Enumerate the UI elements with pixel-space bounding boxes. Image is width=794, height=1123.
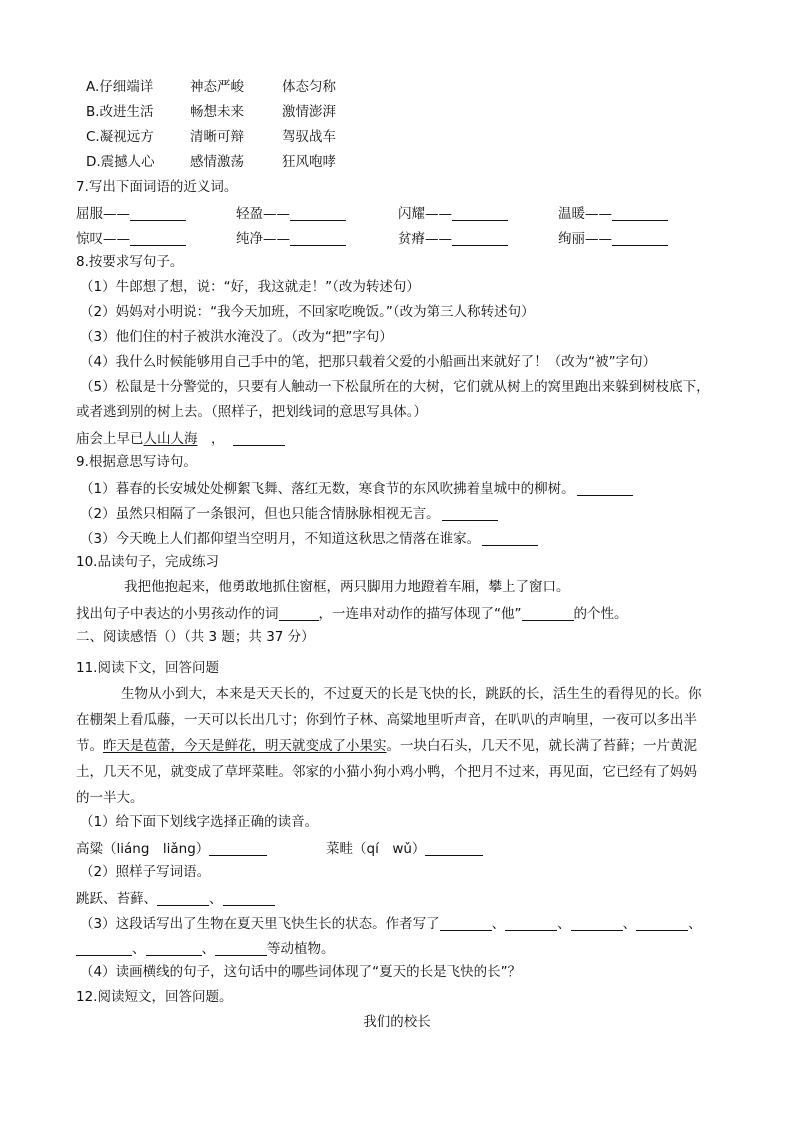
q6-option-a: A.仔细端详 神态严峻 体态匀称 (86, 79, 336, 95)
q7-item: 轻盈—— (236, 206, 346, 222)
q11-sub-3: （3）这段话写出了生物在夏天里飞快生长的状态。作者写了 、 、 、 、 (80, 916, 702, 932)
answer-blank[interactable] (76, 941, 132, 956)
q7-item: 绚丽—— (558, 231, 668, 247)
q10-title: 10.品读句子，完成练习 (76, 554, 219, 570)
answer-blank[interactable] (612, 206, 668, 221)
q8-sentence-4: （4）我什么时候能够用自己手中的笔，把那只载着父爱的小船画出来就好了！（改为“被”字句） (80, 354, 657, 370)
q7-title: 7.写出下面词语的近义词。 (76, 179, 238, 195)
underlined-word: 人山人海 (143, 431, 198, 447)
q11-passage-line: 的一半大。 (76, 790, 144, 806)
q8-title: 8.按要求写句子。 (76, 254, 184, 270)
answer-blank[interactable] (482, 531, 538, 546)
q7-item: 屈服—— (76, 206, 186, 222)
answer-blank[interactable] (279, 606, 319, 621)
answer-blank[interactable] (130, 231, 186, 246)
section-heading: 二、阅读感悟（）（共 3 题；共 37 分） (76, 629, 315, 645)
q8-sentence-3: （3）他们住的村子被洪水淹没了。（改为“把”字句） (80, 329, 393, 345)
answer-blank[interactable] (452, 206, 508, 221)
answer-blank[interactable] (440, 916, 492, 931)
q11-sub-4: （4）读画横线的句子，这句话中的哪些词体现了“夏天的长是飞快的长”？ (80, 964, 522, 980)
q11-title: 11.阅读下文，回答问题 (76, 660, 219, 676)
answer-blank[interactable] (452, 231, 508, 246)
answer-blank[interactable] (223, 891, 275, 906)
q10-sentence: 我把他抱起来，他勇敢地抓住窗框，两只脚用力地蹬着车厢，攀上了窗口。 (124, 579, 570, 595)
underlined-sentence: 昨天是苞蕾，今天是鲜花，明天就变成了小果实 (103, 738, 387, 754)
q8-sentence-5-cont: 或者逃到别的树上去。（照样子，把划线词的意思写具体。） (76, 404, 427, 420)
answer-blank[interactable] (636, 916, 688, 931)
q11-sub-3-cont: 、 、 等动植物。 (76, 941, 335, 957)
q6-option-b: B.改进生活 畅想未来 激情澎湃 (86, 104, 336, 120)
answer-blank[interactable] (290, 206, 346, 221)
q11-passage-line: 在棚架上看瓜藤，一天可以长出几寸；你到竹子林、高粱地里听声音，在叭叭的声响里，一夜可以多出半 (76, 712, 697, 728)
q7-item: 贫瘠—— (398, 231, 508, 247)
answer-blank[interactable] (522, 606, 574, 621)
answer-blank[interactable] (442, 506, 498, 521)
answer-blank[interactable] (146, 941, 202, 956)
q7-item: 惊叹—— (76, 231, 186, 247)
q9-item-1: （1）暮春的长安城处处柳絮飞舞、落红无数，寒食节的东风吹拂着皇城中的柳树。 (80, 481, 633, 497)
answer-blank[interactable] (130, 206, 186, 221)
q8-sentence-1: （1）牛郎想了想，说：“好，我这就走！”（改为转述句） (80, 279, 420, 295)
answer-blank[interactable] (612, 231, 668, 246)
q6-option-c: C.凝视远方 清晰可辩 驾驭战车 (86, 129, 336, 145)
q9-title: 9.根据意思写诗句。 (76, 454, 197, 470)
answer-blank[interactable] (505, 916, 557, 931)
q11-passage-line: 生物从小到大，本来是天天长的，不过夏天的长是飞快的长，跳跃的长，活生生的看得见的长。你 (121, 686, 702, 702)
q8-sentence-5: （5）松鼠是十分警觉的，只要有人触动一下松鼠所在的大树，它们就从树上的窝里跑出来躲到树枝底下， (80, 379, 710, 395)
article-title: 我们的校长 (363, 1014, 431, 1030)
answer-blank[interactable] (233, 431, 285, 446)
answer-blank[interactable] (209, 841, 267, 856)
q7-item: 纯净—— (236, 231, 346, 247)
q8-sentence-2: （2）妈妈对小明说：“我今天加班，不回家吃晚饭。”（改为第三人称转述句） (80, 304, 535, 320)
q11-sub-2: （2）照样子写词语。 (80, 864, 211, 880)
q11-sub-1: （1）给下面下划线字选择正确的读音。 (80, 814, 319, 830)
q9-item-2: （2）虽然只相隔了一条银河，但也只能含情脉脉相视无言。 (80, 506, 498, 522)
q11-passage-line: 节。昨天是苞蕾，今天是鲜花，明天就变成了小果实。一块白石头，几天不见，就长满了苔藓；一片黄泥 (76, 738, 697, 754)
answer-blank[interactable] (571, 916, 623, 931)
q8-example: 庙会上早已人山人海 ， (76, 431, 285, 447)
q11-sub-2-line: 跳跃、苔藓、 、 (76, 891, 275, 907)
q9-item-3: （3）今天晚上人们都仰望当空明月，不知道这秋思之情落在谁家。 (80, 531, 538, 547)
answer-blank[interactable] (290, 231, 346, 246)
q12-title: 12.阅读短文，回答问题。 (76, 989, 233, 1005)
q10-task: 找出句子中表达的小男孩动作的词 ，一连串对动作的描写体现了“他” 的个性。 (76, 606, 628, 622)
answer-blank[interactable] (577, 481, 633, 496)
q7-item: 闪耀—— (398, 206, 508, 222)
q11-passage-line: 土，几天不见，就变成了草坪菜畦。邻家的小猫小狗小鸡小鸭，个把月不过来，再见面，它已经有了妈妈 (76, 764, 697, 780)
q7-item: 温暖—— (558, 206, 668, 222)
q11-sub-1-items: 高粱（liáng liǎng） 菜畦（qí wǔ） (76, 841, 267, 857)
answer-blank[interactable] (215, 941, 267, 956)
q6-option-d: D.震撼人心 感情激荡 狂风咆哮 (86, 154, 336, 170)
answer-blank[interactable] (425, 841, 483, 856)
answer-blank[interactable] (157, 891, 209, 906)
